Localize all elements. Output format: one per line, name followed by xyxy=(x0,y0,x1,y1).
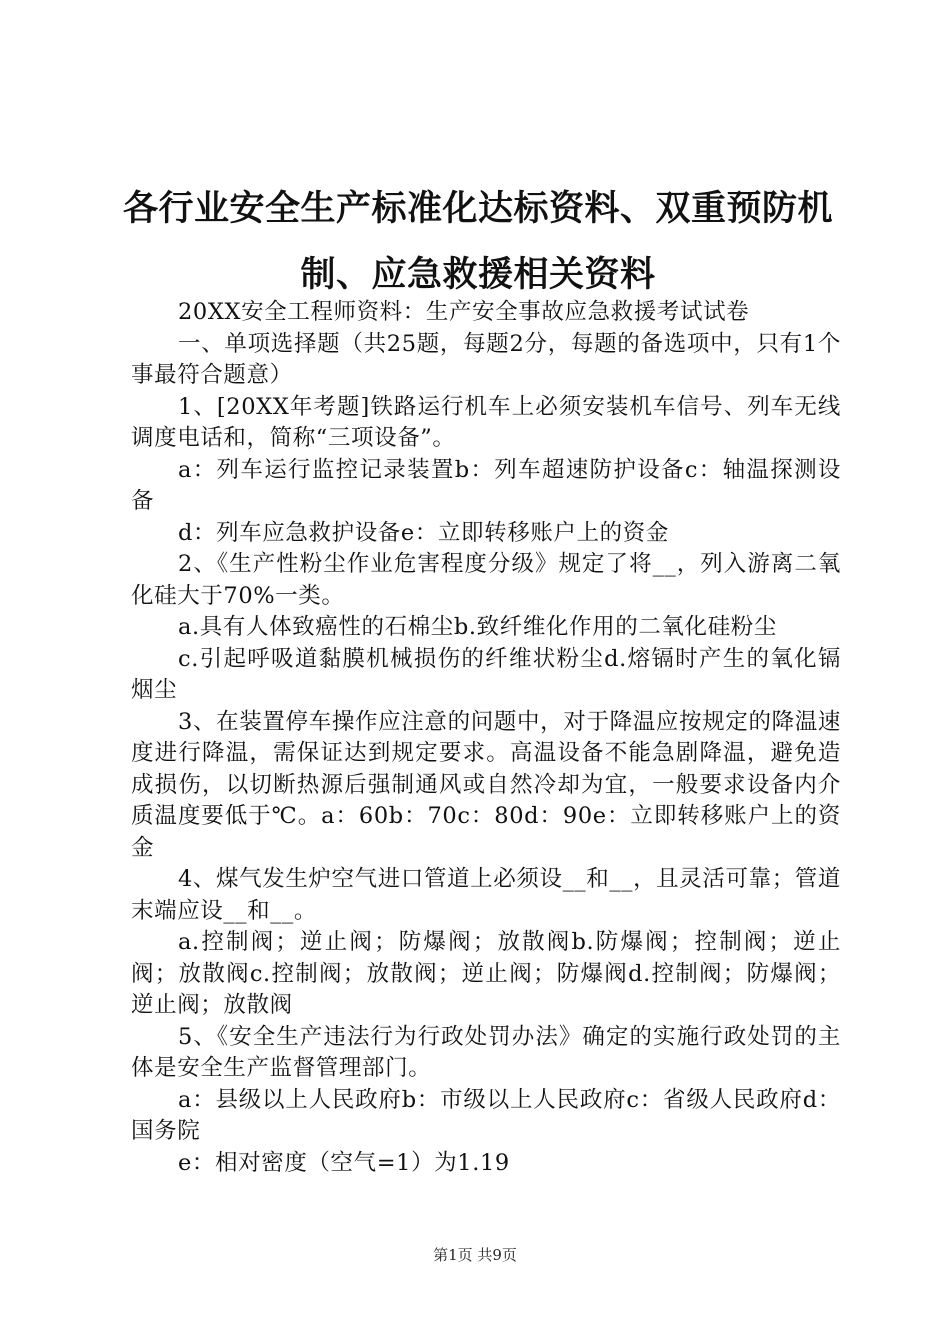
question-5: 5、《安全生产违法行为行政处罚办法》确定的实施行政处罚的主体是安全生产监督管理部门。 xyxy=(131,1023,841,1081)
document-title: 各行业安全生产标准化达标资料、双重预防机制、应急救援相关资料 xyxy=(122,188,833,295)
question-1: 1、[20XX年考题]铁路运行机车上必须安装机车信号、列车无线调度电话和，简称“三项设备”。 xyxy=(131,393,841,451)
question-4-options: a.控制阀；逆止阀；防爆阀；放散阀b.防爆阀；控制阀；逆止阀；放散阀c.控制阀；放散阀；逆止阀；防爆阀d.控制阀；防爆阀；逆止阀；放散阀 xyxy=(131,929,841,1018)
question-1-options-a-c: a：列车运行监控记录装置b：列车超速防护设备c：轴温探测设备 xyxy=(131,456,841,514)
question-5-options-a-d: a：县级以上人民政府b：市级以上人民政府c：省级人民政府d：国务院 xyxy=(131,1086,841,1144)
document-body xyxy=(131,297,841,1179)
exam-heading: 20XX安全工程师资料：生产安全事故应急救援考试试卷 xyxy=(178,299,750,325)
section-heading-single-choice: 一、单项选择题（共25题，每题2分，每题的备选项中，只有1个事最符合题意） xyxy=(131,330,841,388)
question-5-option-e: e：相对密度（空气=1）为1.19 xyxy=(178,1149,510,1176)
page-number: 第1页 共9页 xyxy=(433,1246,517,1264)
question-2: 2、《生产性粉尘作业危害程度分级》规定了将__，列入游离二氧化硅大于70%一类。 xyxy=(131,551,841,609)
question-2-options-c-d: c.引起呼吸道黏膜机械损伤的纤维状粉尘d.熔镉时产生的氧化镉烟尘 xyxy=(131,645,841,703)
question-1-options-d-e: d：列车应急救护设备e：立即转移账户上的资金 xyxy=(178,519,669,546)
question-2-options-a-b: a.具有人体致癌性的石棉尘b.致纤维化作用的二氧化硅粉尘 xyxy=(178,614,777,640)
question-4: 4、煤气发生炉空气进口管道上必须设__和__，且灵活可靠；管道末端应设__和__。 xyxy=(131,866,841,924)
question-3: 3、在装置停车操作应注意的问题中，对于降温应按规定的降温速度进行降温，需保证达到规定要求。高温设备不能急剧降温，避免造成损伤，以切断热源后强制通风或自然冷却为宜，一般要求设备内介质温度要低于℃。a：60b：70c：80d：90e：立即转移账户上的资金 xyxy=(131,708,841,861)
